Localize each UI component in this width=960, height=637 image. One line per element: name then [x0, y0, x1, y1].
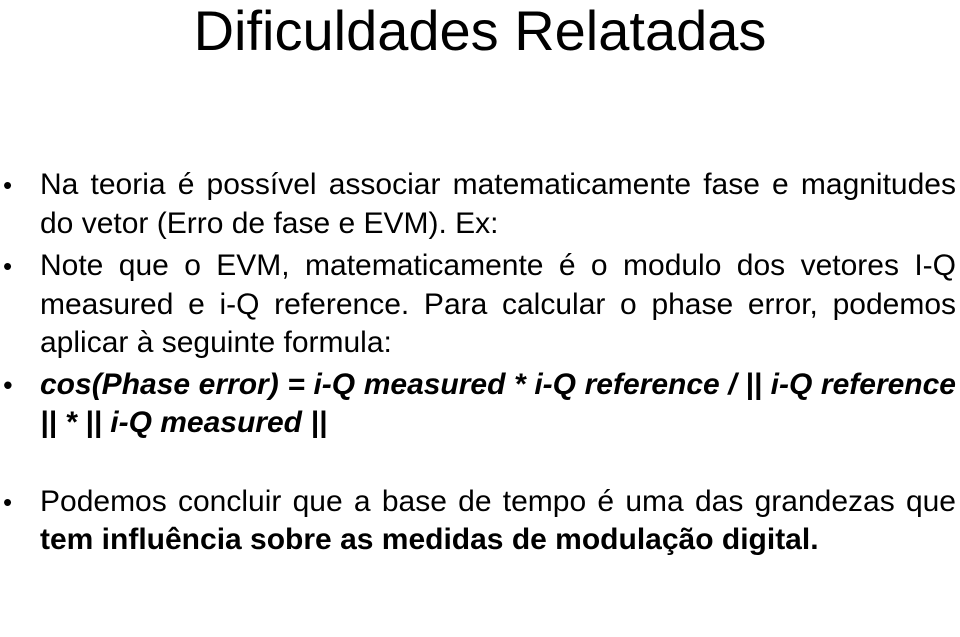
bullet-text: Note que o EVM, matematicamente é o modulo dos vetores I-Q measured e i-Q reference. Para calcular o phase error, podemos aplicar à seguinte formula: — [40, 249, 956, 359]
formula-text: cos(Phase error) = i-Q measured * i-Q reference / || i-Q reference || * || i-Q measured || — [40, 367, 956, 439]
slide-title: Dificuldades Relatadas — [193, 0, 767, 62]
conclusion-emphasis: tem influência sobre as medidas de modulação digital. — [40, 523, 819, 556]
bullet-item-conclusion — [0, 483, 960, 560]
bullet-item-theory — [0, 166, 960, 243]
bullet-text: Na teoria é possível associar matematicamente fase e magnitudes do vetor (Erro de fase e EVM). Ex: — [40, 168, 956, 240]
bullet-dot-icon: • — [3, 170, 13, 200]
bullet-item-formula — [0, 366, 960, 443]
bullet-dot-icon: • — [3, 369, 13, 400]
conclusion-text: Podemos concluir que a base de tempo é uma das grandezas que — [40, 484, 956, 518]
bullet-item-evm-note — [0, 247, 960, 363]
bullet-dot-icon: • — [3, 486, 13, 517]
bullet-list — [0, 166, 960, 560]
bullet-dot-icon: • — [3, 251, 13, 281]
